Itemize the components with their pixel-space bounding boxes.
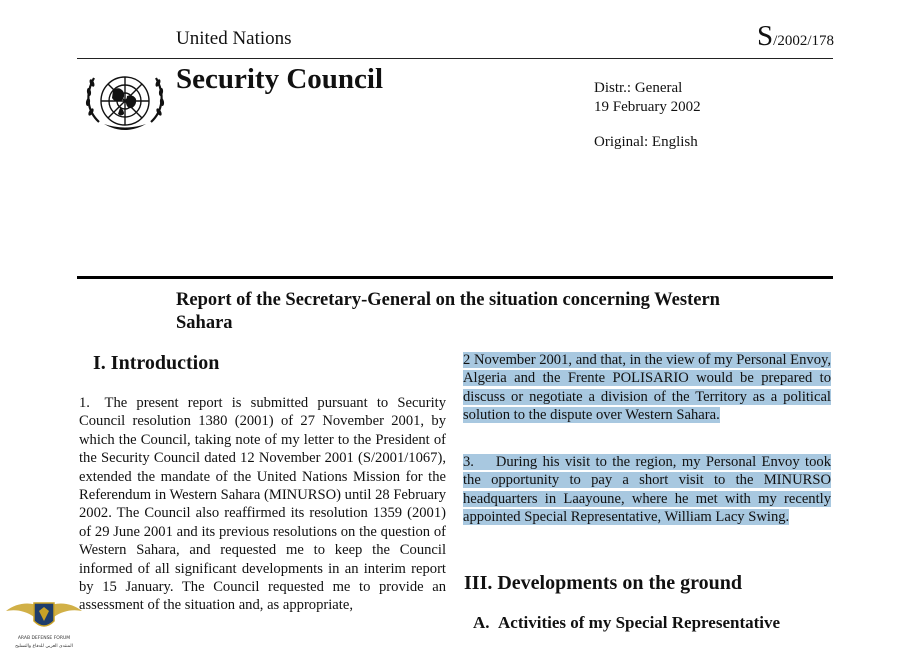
un-emblem-icon [82, 66, 168, 140]
watermark-text-ar: المنتدى العربي للدفاع والتسليح [15, 644, 73, 649]
document-symbol [757, 20, 834, 53]
security-council-title: Security Council [176, 63, 384, 95]
section-title: Introduction [110, 352, 220, 374]
document-symbol-prefix: S [757, 20, 774, 52]
subsection-heading-activities: A. Activities of my Special Representative [473, 613, 781, 632]
section-heading-introduction [93, 352, 219, 375]
watermark-text-en: ARAB DEFENSE FORUM [17, 636, 71, 641]
header-divider [77, 58, 833, 59]
title-divider [77, 276, 833, 279]
distribution-label: Distr.: General [594, 80, 683, 96]
paragraph-2-continued [463, 351, 831, 425]
section-heading-developments: III. Developments on the ground [464, 572, 742, 594]
paragraph-1: 1. The present report is submitted pursuant to Security Council resolution 1380 (2001) of 27 November 2001, by which the Council, taking note of my letter to the President of the Security Council dated 12 November 2001 (S/2001/1067), extended the mandate of the United Nations Mission for the Referendum in Western Sahara (MINURSO) until 28 February 2002. The Council also reaffirmed its resolution 1359 (2001) of 29 June 2001 and its previous resolutions on the question of Western Sahara, and requested me to keep the Council informed of all significant developments in an interim report by 15 January. The Council requested me to provide an assessment of the situation and, as appropriate, [79, 395, 446, 614]
document-symbol-number: /2002/178 [773, 33, 834, 49]
distribution-info [594, 79, 701, 117]
paragraph-3 [463, 453, 831, 527]
organization-name: United Nations [176, 28, 292, 49]
original-language: Original: English [594, 134, 698, 150]
selected-text-paragraph-3[interactable]: 3. During his visit to the region, my Personal Envoy took the opportunity to pay a short visit to the MINURSO headquarters in Laayoune, where he met with my recently appointed Special Representative, William Lacy Swing. [463, 454, 831, 526]
forum-watermark-logo [4, 595, 84, 654]
document-date: 19 February 2002 [594, 99, 701, 115]
section-number: I. [93, 352, 106, 374]
report-title: Report of the Secretary-General on the situation concerning Western Sahara [176, 290, 720, 333]
selected-text-paragraph-2[interactable]: 2 November 2001, and that, in the view of my Personal Envoy, Algeria and the Frente POLISARIO would be prepared to discuss or negotiate a division of the Territory as a political solution to the dispute over Western Sahara. [463, 352, 831, 424]
